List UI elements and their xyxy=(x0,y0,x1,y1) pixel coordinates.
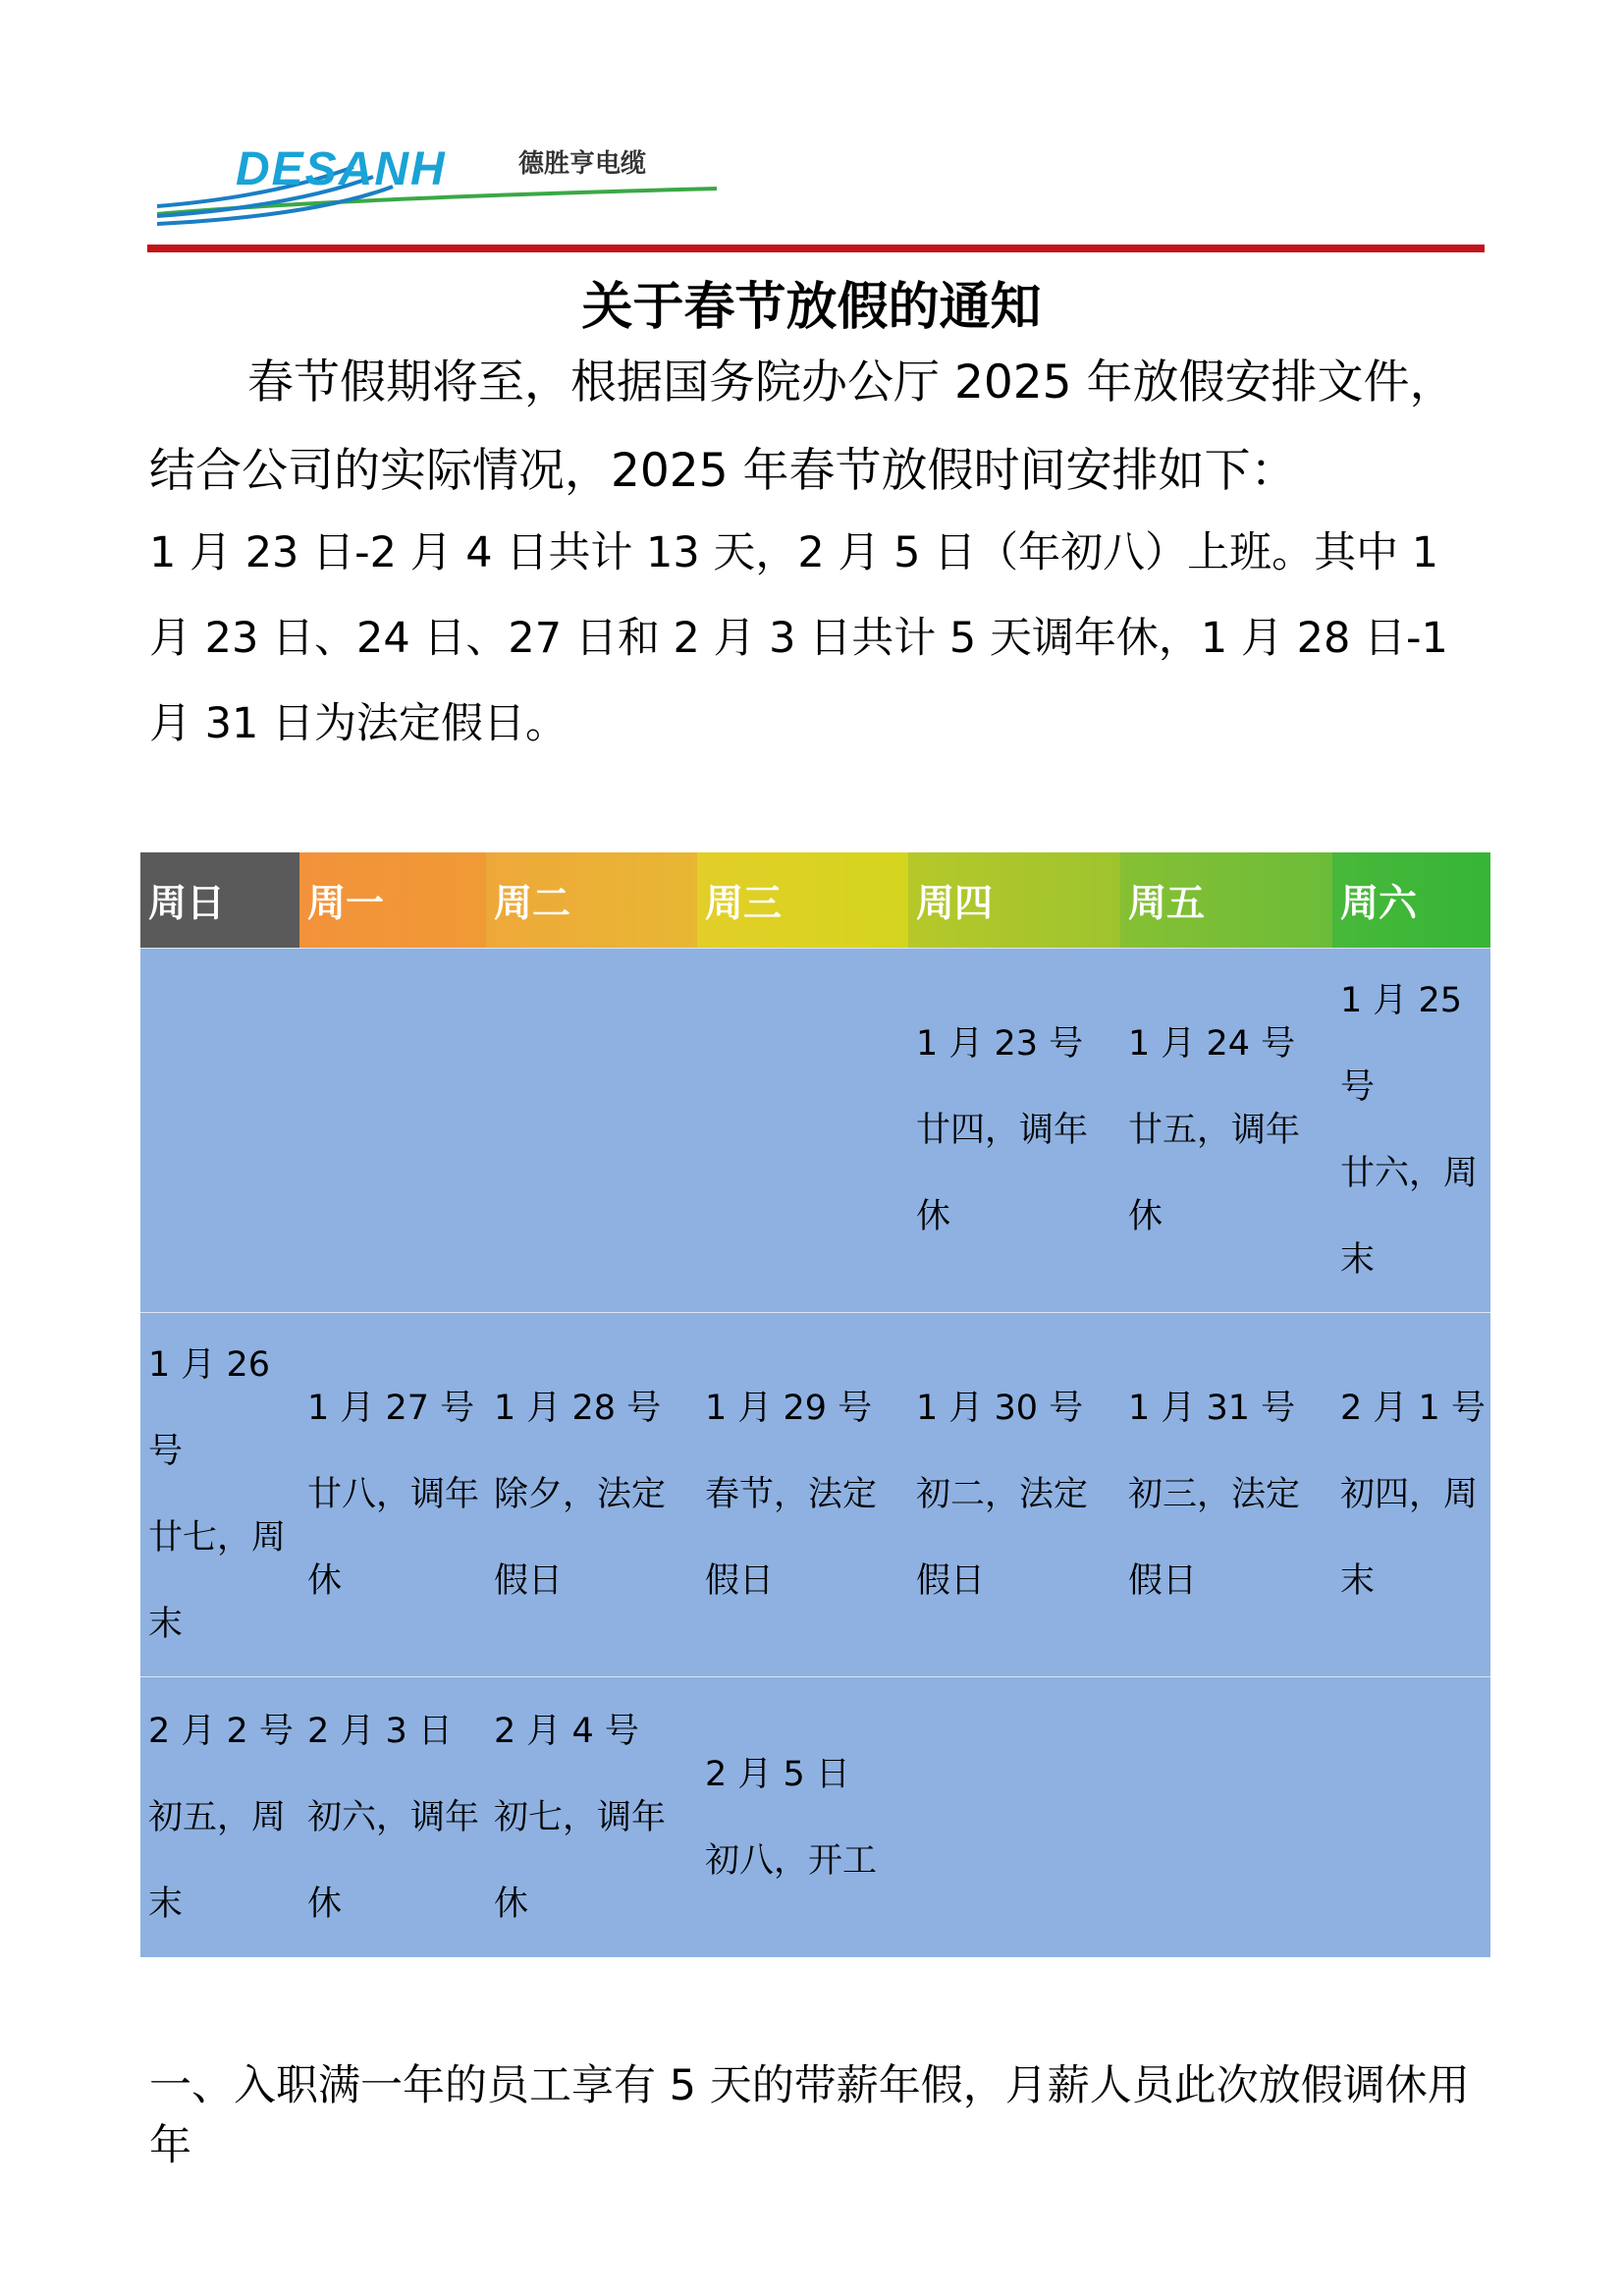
cell-note: 初八，开工 xyxy=(705,1840,878,1881)
calendar-cell xyxy=(1120,949,1332,1313)
cell-note: 初五，周末 xyxy=(148,1797,287,1924)
calendar-cell xyxy=(140,1677,299,1958)
calendar-row xyxy=(140,1677,1490,1958)
cell-note: 廿六，周末 xyxy=(1340,1154,1479,1280)
calendar-cell xyxy=(140,1313,299,1677)
header-friday: 周五 xyxy=(1120,852,1332,949)
cell-note: 春节，法定假日 xyxy=(705,1475,878,1601)
calendar-cell xyxy=(486,949,697,1313)
schedule-paragraph: 1 月 23 日-2 月 4 日共计 13 天，2 月 5 日（年初八）上班。其中 1 月 23 日、24 日、27 日和 2 月 3 日共计 5 天调年休，1 月 28 日-1 月 31 日为法定假日。 xyxy=(149,528,1448,748)
calendar-cell xyxy=(1120,1677,1332,1958)
calendar-cell xyxy=(1120,1313,1332,1677)
header-tuesday: 周二 xyxy=(486,852,697,949)
calendar-cell xyxy=(908,949,1120,1313)
cell-date: 2 月 2 号 xyxy=(148,1711,294,1751)
cell-note: 初七，调年休 xyxy=(494,1797,667,1924)
calendar-cell xyxy=(1332,949,1490,1313)
cell-note: 初三，法定假日 xyxy=(1128,1475,1301,1601)
cell-note: 初六，调年休 xyxy=(307,1797,480,1924)
calendar-cell xyxy=(1332,1677,1490,1958)
calendar-cell xyxy=(697,1313,908,1677)
cell-date: 2 月 5 日 xyxy=(705,1754,850,1794)
cell-date: 1 月 30 号 xyxy=(916,1389,1084,1428)
cell-date: 1 月 25 号 xyxy=(1340,981,1463,1107)
cell-note: 初四，周末 xyxy=(1340,1475,1479,1601)
calendar-cell xyxy=(908,1313,1120,1677)
calendar-header-row xyxy=(140,852,1490,949)
calendar-cell xyxy=(908,1677,1120,1958)
header-monday: 周一 xyxy=(299,852,486,949)
calendar-cell xyxy=(140,949,299,1313)
cell-date: 1 月 24 号 xyxy=(1128,1024,1296,1064)
policy-line-1: 一、入职满一年的员工享有 5 天的带薪年假，月薪人员此次放假调休用年 xyxy=(149,2061,1470,2170)
cell-date: 1 月 26 号 xyxy=(148,1345,271,1471)
header-wednesday: 周三 xyxy=(697,852,908,949)
calendar-row xyxy=(140,949,1490,1313)
calendar-cell xyxy=(697,1677,908,1958)
calendar-cell xyxy=(1332,1313,1490,1677)
cell-note: 除夕，法定假日 xyxy=(494,1475,667,1601)
calendar-cell xyxy=(299,1677,486,1958)
cell-date: 1 月 27 号 xyxy=(307,1389,475,1428)
cell-date: 1 月 28 号 xyxy=(494,1389,662,1428)
header-divider xyxy=(147,245,1485,252)
cell-date: 1 月 23 号 xyxy=(916,1024,1084,1064)
logo-text: DESANH xyxy=(236,143,447,195)
calendar-cell xyxy=(299,949,486,1313)
calendar-row xyxy=(140,1313,1490,1677)
cell-date: 2 月 4 号 xyxy=(494,1711,639,1751)
calendar-cell xyxy=(486,1313,697,1677)
intro-paragraph: 春节假期将至，根据国务院办公厅 2025 年放假安排文件，结合公司的实际情况，2025 年春节放假时间安排如下： xyxy=(149,355,1456,498)
cell-note: 廿四，调年休 xyxy=(916,1111,1089,1236)
logo-company-name: 德胜亨电缆 xyxy=(518,149,647,179)
cell-note: 廿八，调年休 xyxy=(307,1475,480,1601)
cell-note: 廿五，调年休 xyxy=(1128,1111,1301,1236)
holiday-calendar xyxy=(140,852,1490,1957)
cell-date: 2 月 1 号 xyxy=(1340,1389,1486,1428)
header-saturday: 周六 xyxy=(1332,852,1490,949)
cell-date: 2 月 3 日 xyxy=(307,1711,453,1751)
page-title: 关于春节放假的通知 xyxy=(581,277,1042,337)
cell-note: 廿七，周末 xyxy=(148,1518,287,1644)
cell-date: 1 月 29 号 xyxy=(705,1389,873,1428)
header-thursday: 周四 xyxy=(908,852,1120,949)
cell-date: 1 月 31 号 xyxy=(1128,1389,1296,1428)
calendar-cell xyxy=(697,949,908,1313)
cell-note: 初二，法定假日 xyxy=(916,1475,1089,1601)
calendar-cell xyxy=(299,1313,486,1677)
calendar-cell xyxy=(486,1677,697,1958)
header-sunday: 周日 xyxy=(140,852,299,949)
